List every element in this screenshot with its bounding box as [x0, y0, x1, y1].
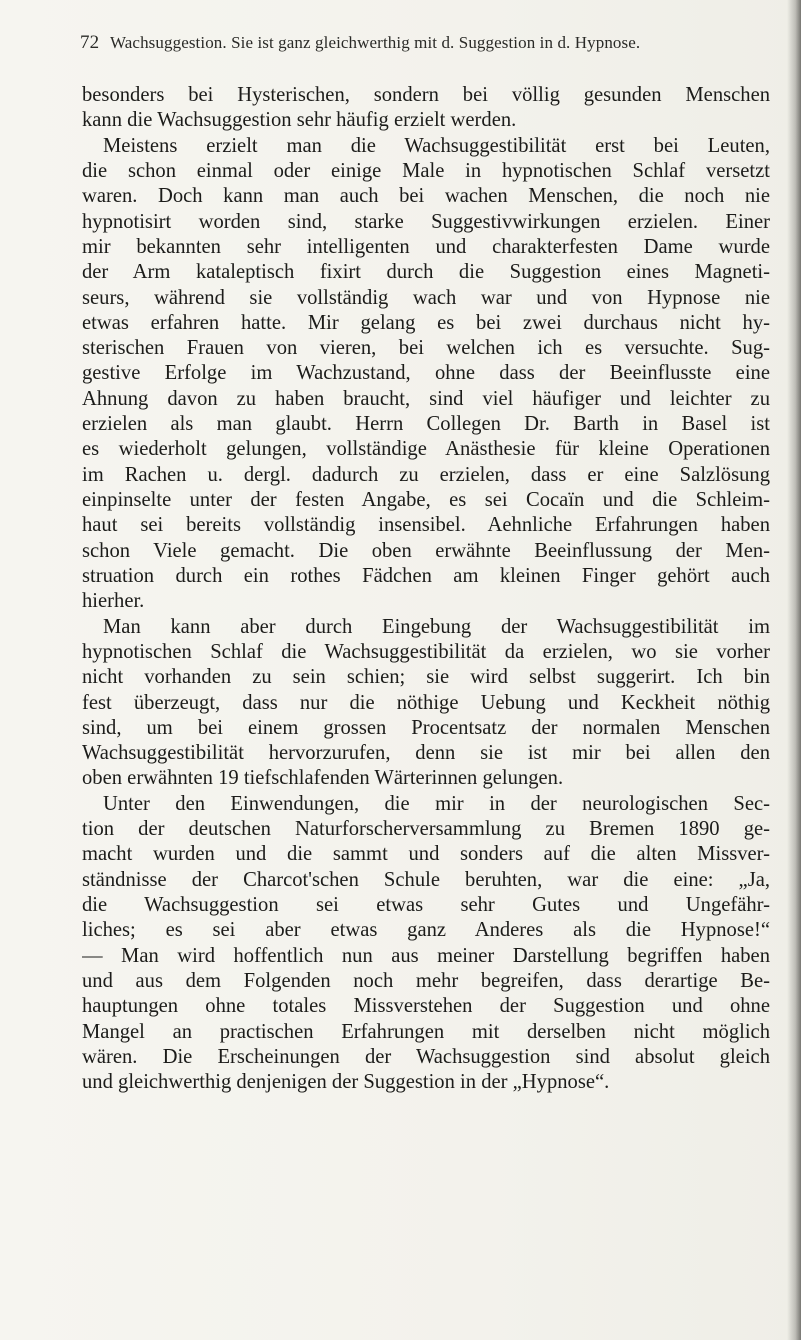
text-line: Unter den Einwendungen, die mir in der neurologischen Sec-: [103, 792, 770, 815]
text-line: es wiederholt gelungen, vollständige Anästhesie für kleine Operationen: [82, 438, 770, 461]
text-line: sind, um bei einem grossen Procentsatz der normalen Menschen: [82, 716, 770, 739]
text-line: hierher.: [82, 590, 145, 613]
text-line: oben erwähnten 19 tiefschlafenden Wärterinnen gelungen.: [82, 767, 564, 790]
text-line: nicht vorhanden zu sein schien; sie wird selbst suggerirt. Ich bin: [82, 666, 770, 689]
text-line: gestive Erfolge im Wachzustand, ohne dass der Beeinflusste eine: [82, 362, 770, 385]
text-line: seurs, während sie vollständig wach war und von Hypnose nie: [82, 286, 770, 309]
text-line: die schon einmal oder einige Male in hypnotischen Schlaf versetzt: [82, 159, 770, 182]
text-line: im Rachen u. dergl. dadurch zu erzielen, dass er eine Salzlösung: [82, 463, 770, 486]
running-head: [80, 32, 770, 58]
text-line: macht wurden und die sammt und sonders auf die alten Missver-: [82, 843, 770, 866]
text-line: die Wachsuggestion sei etwas sehr Gutes und Ungefähr-: [82, 894, 770, 916]
text-line: und aus dem Folgenden noch mehr begreifen, dass derartige Be-: [82, 969, 770, 992]
page-edge-shadow: [787, 0, 801, 1340]
text-line: etwas erfahren hatte. Mir gelang es bei zwei durchaus nicht hy-: [82, 311, 770, 334]
text-line: Ahnung davon zu haben braucht, sind viel häufiger und leichter zu: [82, 387, 770, 410]
text-line: tion der deutschen Naturforscherversammlung zu Bremen 1890 ge-: [82, 818, 770, 841]
text-line: hypnotisirt worden sind, starke Suggestivwirkungen erzielen. Einer: [82, 210, 770, 233]
text-line: erzielen als man glaubt. Herrn Collegen Dr. Barth in Basel ist: [82, 413, 770, 436]
text-line: wären. Die Erscheinungen der Wachsuggestion sind absolut gleich: [82, 1045, 770, 1068]
running-title: Wachsuggestion. Sie ist ganz gleichwerthig mit d. Suggestion in d. Hypnose.: [110, 33, 641, 52]
text-line: und gleichwerthig denjenigen der Suggestion in der „Hypnose“.: [82, 1071, 610, 1094]
text-line: waren. Doch kann man auch bei wachen Menschen, die noch nie: [82, 185, 770, 208]
text-line: haut sei bereits vollständig insensibel. Aehnliche Erfahrungen haben: [82, 514, 770, 537]
body-text: [82, 83, 770, 1096]
text-line: hauptungen ohne totales Missverstehen der Suggestion und ohne: [82, 995, 770, 1018]
text-line: — Man wird hoffentlich nun aus meiner Darstellung begriffen haben: [82, 944, 770, 967]
text-line: der Arm kataleptisch fixirt durch die Suggestion eines Magneti-: [82, 261, 770, 284]
text-line: sterischen Frauen von vieren, bei welchen ich es versuchte. Sug-: [82, 337, 770, 360]
text-line: Mangel an practischen Erfahrungen mit derselben nicht möglich: [82, 1020, 770, 1043]
text-line: mir bekannten sehr intelligenten und charakterfesten Dame wurde: [82, 235, 770, 258]
page-number: 72: [80, 32, 100, 53]
text-line: ständnisse der Charcot'schen Schule beruhten, war die eine: „Ja,: [82, 868, 770, 891]
text-line: liches; es sei aber etwas ganz Anderes als die Hypnose!“: [82, 919, 770, 942]
text-line: besonders bei Hysterischen, sondern bei völlig gesunden Menschen: [82, 84, 770, 106]
text-line: einpinselte unter der festen Angabe, es sei Cocaïn und die Schleim-: [82, 489, 770, 511]
text-line: fest überzeugt, dass nur die nöthige Uebung und Keckheit nöthig: [82, 691, 770, 714]
text-line: schon Viele gemacht. Die oben erwähnte Beeinflussung der Men-: [82, 539, 770, 562]
text-line: hypnotischen Schlaf die Wachsuggestibilität da erzielen, wo sie vorher: [82, 640, 770, 663]
text-line: struation durch ein rothes Fädchen am kleinen Finger gehört auch: [82, 564, 770, 587]
text-line: Meistens erzielt man die Wachsuggestibilität erst bei Leuten,: [103, 134, 770, 157]
text-line: Man kann aber durch Eingebung der Wachsuggestibilität im: [103, 615, 770, 638]
text-line: kann die Wachsuggestion sehr häufig erzielt werden.: [82, 109, 517, 132]
text-line: Wachsuggestibilität hervorzurufen, denn sie ist mir bei allen den: [82, 742, 770, 765]
